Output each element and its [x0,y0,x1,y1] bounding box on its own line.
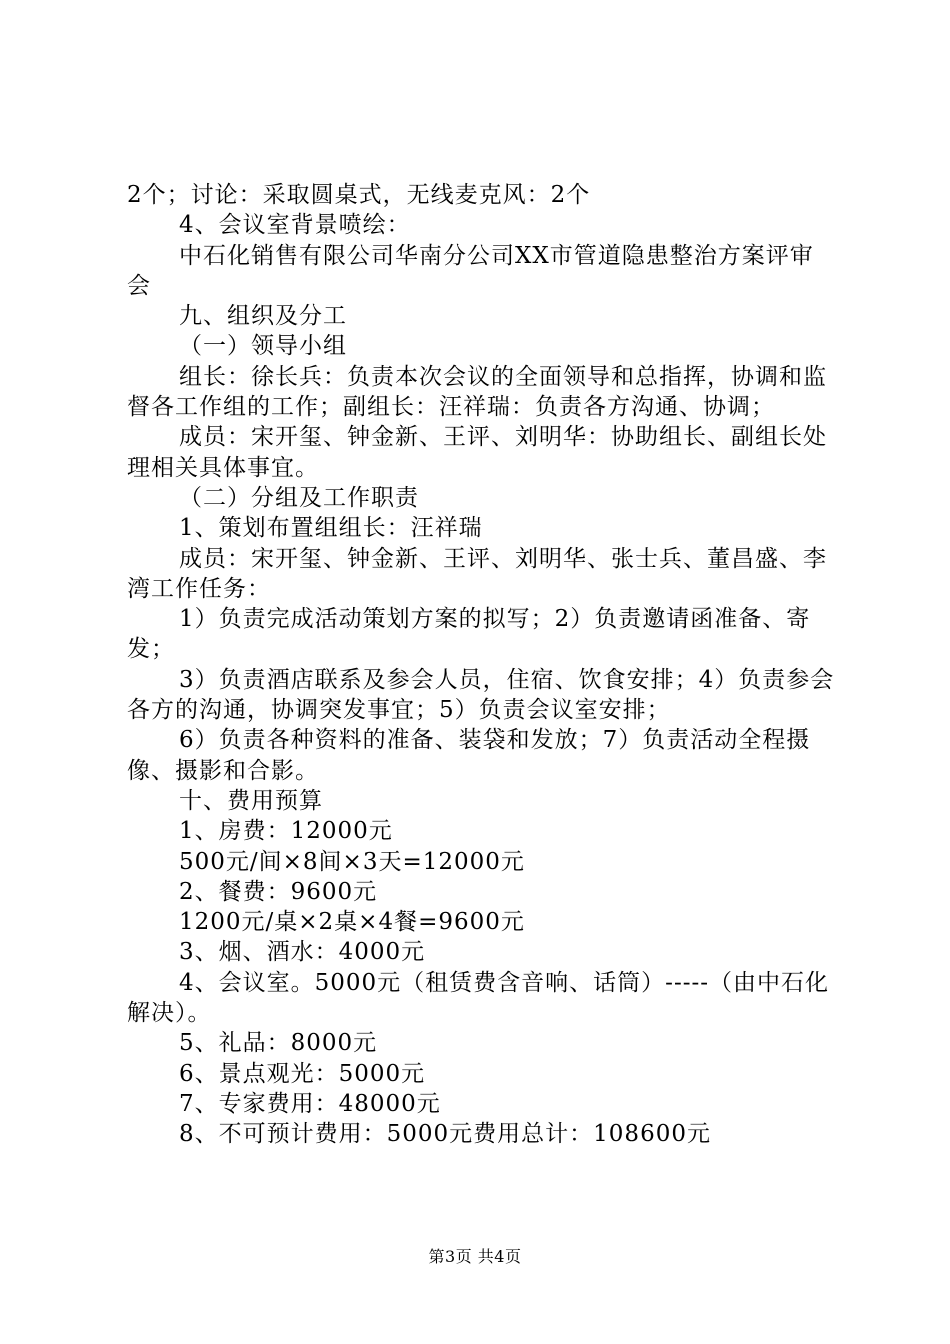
budget-item-drinks: 3、烟、酒水：4000元 [179,939,426,966]
subsection-heading-duties: （二）分组及工作职责 [179,484,419,511]
budget-item-room: 1、房费：12000元 [179,818,393,845]
paragraph-mic-count: 2个；讨论：采取圆桌式，无线麦克风：2个 [127,182,591,208]
paragraph-members: 成员：宋开玺、钟金新、王评、刘明华：协助组长、副组长处理相关具体事宜。 [127,424,827,481]
budget-item-sightseeing: 6、景点观光：5000元 [179,1060,426,1087]
subsection-heading-leadership: （一）领导小组 [179,333,347,360]
page-number-footer: 第3页 共4页 [428,1247,522,1266]
document-body [127,180,837,1150]
paragraph-task-6-7: 6）负责各种资料的准备、装袋和发放；7）负责活动全程摄像、摄影和合影。 [127,727,811,784]
budget-item-contingency-total: 8、不可预计费用：5000元费用总计：108600元 [179,1121,711,1148]
budget-item-meals: 2、餐费：9600元 [179,878,378,905]
budget-item-room-calc: 500元/间×8间×3天=12000元 [179,848,525,875]
paragraph-planning-members: 成员：宋开玺、钟金新、王评、刘明华、张士兵、董昌盛、李湾工作任务： [127,545,827,602]
budget-item-experts: 7、专家费用：48000元 [179,1090,441,1117]
paragraph-backdrop-text: 中石化销售有限公司华南分公司XX市管道隐患整治方案评审会 [127,242,814,299]
budget-item-gifts: 5、礼品：8000元 [179,1030,378,1057]
paragraph-planning-leader: 1、策划布置组组长：汪祥瑞 [179,515,483,542]
paragraph-backdrop-heading: 4、会议室背景喷绘： [179,212,411,239]
section-heading-budget: 十、费用预算 [179,787,323,814]
budget-item-meals-calc: 1200元/桌×2桌×4餐=9600元 [179,909,525,936]
paragraph-task-3-5: 3）负责酒店联系及参会人员，住宿、饮食安排；4）负责参会各方的沟通，协调突发事宜；5）负责会议室安排； [127,666,835,724]
budget-item-meeting-room: 4、会议室。5000元（租赁费含音响、话筒）-----（由中石化解决）。 [127,969,830,1027]
paragraph-task-1-2: 1）负责完成活动策划方案的拟写；2）负责邀请函准备、寄发； [127,606,811,663]
paragraph-group-leader: 组长：徐长兵：负责本次会议的全面领导和总指挥，协调和监督各工作组的工作；副组长：汪祥瑞：负责各方沟通、协调； [127,363,827,421]
section-heading-organization: 九、组织及分工 [179,303,347,330]
